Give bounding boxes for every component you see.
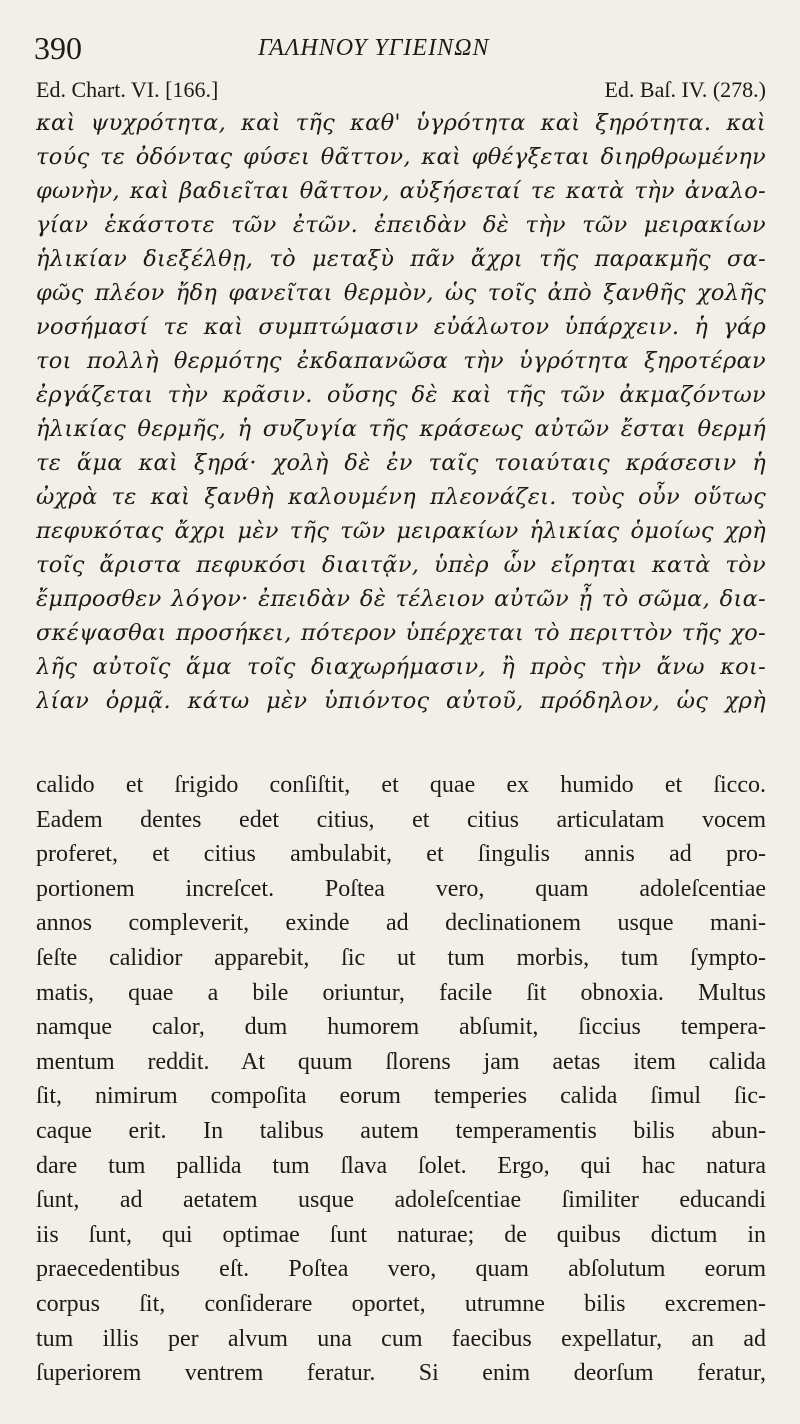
greek-text-line: λίαν ὁρμᾷ. κάτω μὲν ὑπιόντος αὐτοῦ, πρόδηλον, ὡς χρὴ bbox=[36, 688, 766, 714]
latin-text-line: praecedentibus eſt. Poſtea vero, quam abſolutum eorum bbox=[36, 1256, 766, 1283]
latin-text-line: ſeſte calidior apparebit, ſic ut tum morbis, tum ſympto- bbox=[36, 944, 766, 971]
greek-text-line: τε ἅμα καὶ ξηρά· χολὴ δὲ ἐν ταῖς τοιαύταις κράσεσιν ἡ bbox=[36, 450, 766, 476]
greek-text-line: ὠχρὰ τε καὶ ξανθὴ καλουμένη πλεονάζει. τοὺς οὖν οὕτως bbox=[36, 484, 766, 510]
latin-text-line: iis ſunt, qui optimae ſunt naturae; de quibus dictum in bbox=[36, 1221, 766, 1248]
greek-text-line: ἡλικίας θερμῆς, ἡ συζυγία τῆς κράσεως αὐτῶν ἔσται θερμή bbox=[36, 416, 766, 442]
latin-text-block bbox=[36, 768, 766, 1391]
greek-text-line: γίαν ἑκάστοτε τῶν ἐτῶν. ἐπειδὰν δὲ τὴν τῶν μειρακίων bbox=[36, 212, 766, 238]
greek-text-line: ἡλικίαν διεξέλθῃ, τὸ μεταξὺ πᾶν ἄχρι τῆς παρακμῆς σα- bbox=[36, 246, 766, 272]
page-number: 390 bbox=[34, 30, 82, 66]
greek-text-line: τούς τε ὀδόντας φύσει θᾶττον, καὶ φθέγξεται διηρθρωμένην bbox=[36, 144, 766, 170]
greek-text-line: τοῖς ἄριστα πεφυκόσι διαιτᾷν, ὑπὲρ ὧν εἴρηται κατὰ τὸν bbox=[36, 552, 766, 578]
greek-text-line: λῆς αὐτοῖς ἅμα τοῖς διαχωρήμασιν, ἢ πρὸς τὴν ἄνω κοι- bbox=[36, 654, 766, 680]
edition-basel-reference: Ed. Baſ. IV. (278.) bbox=[604, 77, 766, 102]
latin-text-line: ſuperiorem ventrem feratur. Si enim deorſum feratur, bbox=[36, 1360, 766, 1387]
latin-text-line: caque erit. In talibus autem temperamentis bilis abun- bbox=[36, 1117, 766, 1144]
latin-text-line: mentum reddit. At quum ſlorens jam aetas item calida bbox=[36, 1048, 766, 1075]
latin-text-line: ſit, nimirum compoſita eorum temperies calida ſimul ſic- bbox=[36, 1083, 766, 1110]
greek-text-line: καὶ ψυχρότητα, καὶ τῆς καθ' ὑγρότητα καὶ ξηρότητα. καὶ bbox=[36, 110, 766, 136]
latin-text-line: portionem increſcet. Poſtea vero, quam adoleſcentiae bbox=[36, 875, 766, 902]
latin-text-line: dare tum pallida tum ſlava ſolet. Ergo, qui hac natura bbox=[36, 1152, 766, 1179]
greek-text-line: σκέψασθαι προσήκει, πότερον ὑπέρχεται τὸ περιττὸν τῆς χο- bbox=[36, 620, 766, 646]
edition-references bbox=[36, 75, 766, 105]
page-header bbox=[34, 28, 768, 68]
greek-text-block bbox=[36, 106, 766, 718]
greek-text-line: ἐργάζεται τὴν κρᾶσιν. οὔσης δὲ καὶ τῆς τῶν ἀκμαζόντων bbox=[36, 382, 766, 408]
latin-text-line: proferet, et citius ambulabit, et ſingulis annis ad pro- bbox=[36, 841, 766, 868]
running-title: ΓΑΛΗΝΟΥ ΥΓΙΕΙΝΩΝ bbox=[258, 35, 490, 61]
latin-text-line: ſunt, ad aetatem usque adoleſcentiae ſimiliter educandi bbox=[36, 1187, 766, 1214]
greek-text-line: πεφυκότας ἄχρι μὲν τῆς τῶν μειρακίων ἡλικίας ὁμοίως χρὴ bbox=[36, 518, 766, 544]
edition-chart-reference: Ed. Chart. VI. [166.] bbox=[36, 77, 219, 102]
greek-text-line: ἔμπροσθεν λόγον· ἐπειδὰν δὲ τέλειον αὐτῶν ᾖ τὸ σῶμα, δια- bbox=[36, 586, 766, 612]
latin-text-line: corpus ſit, conſiderare oportet, utrumne bilis excremen- bbox=[36, 1290, 766, 1317]
greek-text-line: νοσήμασί τε καὶ συμπτώμασιν εὐάλωτον ὑπάρχειν. ἡ γάρ bbox=[36, 314, 766, 340]
latin-text-line: Eadem dentes edet citius, et citius articulatam vocem bbox=[36, 806, 766, 833]
latin-text-line: calido et ſrigido conſiſtit, et quae ex humido et ſicco. bbox=[36, 772, 766, 798]
greek-text-line: φῶς πλέον ἤδη φανεῖται θερμὸν, ὡς τοῖς ἀπὸ ξανθῆς χολῆς bbox=[36, 280, 766, 306]
latin-text-line: tum illis per alvum una cum faecibus expellatur, an ad bbox=[36, 1325, 766, 1352]
latin-text-line: annos compleverit, exinde ad declinationem usque mani- bbox=[36, 910, 766, 937]
latin-text-line: matis, quae a bile oriuntur, facile ſit obnoxia. Multus bbox=[36, 979, 766, 1006]
greek-text-line: τοι πολλὴ θερμότης ἐκδαπανῶσα τὴν ὑγρότητα ξηροτέραν bbox=[36, 348, 766, 374]
latin-text-line: namque calor, dum humorem abſumit, ſiccius tempera- bbox=[36, 1014, 766, 1041]
greek-text-line: φωνὴν, καὶ βαδιεῖται θᾶττον, αὐξήσεταί τε κατὰ τὴν ἀναλο- bbox=[36, 178, 766, 204]
